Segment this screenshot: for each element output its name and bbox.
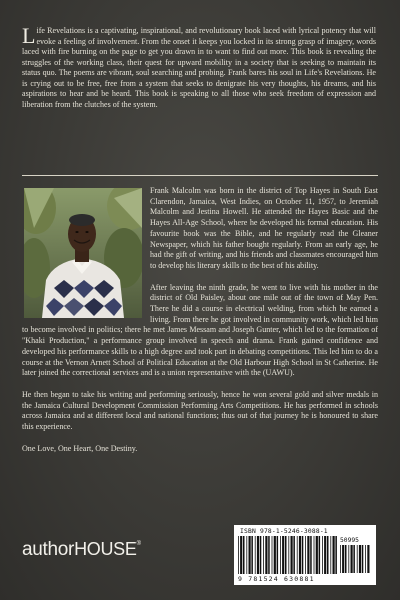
barcode-bar — [280, 536, 281, 574]
barcode-bar — [362, 545, 364, 573]
publisher-logo — [22, 539, 141, 561]
ean-barcode-bars — [238, 536, 338, 574]
barcode-bar — [357, 545, 358, 573]
bio-paragraph: He then began to take his writing and performing seriously, hence he won several gold and silver medals in the Jamaica Cultural Development Commission Performing Arts Competitions. He has performed in schools across Jamaica and at different local and national functions; thus out of that journey he is honoured to share this experience. — [22, 389, 378, 432]
barcode-bar — [305, 536, 306, 574]
barcode-bar — [316, 536, 318, 574]
barcode-bar — [348, 545, 349, 573]
barcode-bar — [345, 545, 347, 573]
barcode-bar — [291, 536, 293, 574]
barcode-bar — [268, 536, 270, 574]
barcode-bar — [314, 536, 315, 574]
barcode-bar — [333, 536, 335, 574]
ean-digits: 9 781524 630881 — [238, 575, 315, 583]
barcode-bar — [257, 536, 259, 574]
barcode-bar — [285, 536, 287, 574]
barcode-bar — [322, 536, 323, 574]
barcode-bar — [263, 536, 264, 574]
barcode-bar — [324, 536, 326, 574]
logo-text-upper: HOUSE — [74, 539, 137, 559]
barcode-bar — [293, 536, 295, 574]
blurb-text: ife Revelations is a captivating, inspirational, and revolutionary book laced with lyrical potency that will evoke a feeling of involvement. From the onset it keeps you locked in its strong grasp of imagery, words laced with fire burning on the page to get you drawn in to want to find out more. This book is revealing the struggles of the working class, their quest for upward mobility in a society that is seeking to maintain its status quo. The poems are vibrant, soul searching and probing. Frank bares his soul in Life's Revelations. He is crying out to be free, free from a system that seeks to denigrate his very thoughts, his dreams, and his aspirations to hear and be heard. This book is speaking to all those who seek freedom of expression and liberation from the clutches of the system. — [22, 26, 376, 109]
barcode-bar — [302, 536, 304, 574]
barcode-bar — [260, 536, 262, 574]
bio-paragraph: After leaving the ninth grade, he went to live with his mother in the district of Old Paisley, about one mile out of the town of May Pen. There he did a course in electrical welding, from which he earned a living. From there he got involved in community work, which led him to become involved in politics; there he met James Messam and Joseph Gunter, which led to the formation of "Khaki Production," a performance group involved in speech and drama. Frank gained confidence and developed his performance skills to a high degree and took part in debating competitions. This led him to do a course at the Vernon Arnett School of Political Education at the Old Harbour High School in St Catherine. He later joined the correctional services and is a union representative with the (UAWU). — [22, 282, 378, 378]
barcode-bar — [359, 545, 361, 573]
logo-text-lower: author — [22, 539, 75, 560]
barcode-bar — [272, 536, 273, 574]
barcode-bar — [340, 545, 341, 573]
barcode-bar — [274, 536, 276, 574]
barcode-bar — [238, 536, 239, 574]
barcode-bar — [243, 536, 245, 574]
photo-spacer — [22, 186, 150, 324]
barcode-bar — [265, 536, 267, 574]
barcode-bar — [288, 536, 289, 574]
section-divider — [22, 175, 378, 176]
barcode-bar — [307, 536, 309, 574]
barcode-bar — [367, 545, 369, 573]
barcode-bar — [353, 545, 355, 573]
registered-mark: ® — [136, 541, 141, 547]
bio-paragraph: Frank Malcolm was born in the district of Top Hayes in South East Clarendon, Jamaica, West Indies, on October 11, 1957, to Jeremiah Malcolm and Jestina Howell. He attended the Hayes Basic and the Hayes All-Age School, where he developed his formal education. His favourite book was the Bible, and he regularly read the Gleaner Newspaper, which his father bought regularly. From an early age, he had the gift of writing, and his friends and classmates encouraged him to develop his literary skills to the best of his ability. — [150, 186, 378, 270]
barcode-bar — [246, 536, 247, 574]
blurb-paragraph — [22, 23, 376, 110]
barcode-bar — [249, 536, 251, 574]
isbn-number: ISBN 978-1-5246-3088-1 — [240, 528, 328, 535]
isbn-barcode — [234, 525, 376, 585]
barcode-bar — [342, 545, 344, 573]
barcode-bar — [335, 536, 337, 574]
barcode-bar — [330, 536, 331, 574]
barcode-bar — [282, 536, 284, 574]
barcode-bar — [251, 536, 253, 574]
addon-barcode-bars — [340, 545, 370, 575]
barcode-bar — [310, 536, 312, 574]
barcode-bar — [255, 536, 256, 574]
blurb-dropcap: L — [22, 23, 36, 48]
author-biography — [22, 186, 378, 465]
barcode-bar — [297, 536, 298, 574]
barcode-bar — [351, 545, 353, 573]
barcode-bar — [299, 536, 301, 574]
barcode-bar — [327, 536, 329, 574]
barcode-bar — [277, 536, 279, 574]
price-code: 50995 — [340, 537, 359, 544]
barcode-bar — [365, 545, 366, 573]
bio-closing-line: One Love, One Heart, One Destiny. — [22, 443, 138, 453]
barcode-bar — [240, 536, 242, 574]
barcode-bar — [319, 536, 321, 574]
